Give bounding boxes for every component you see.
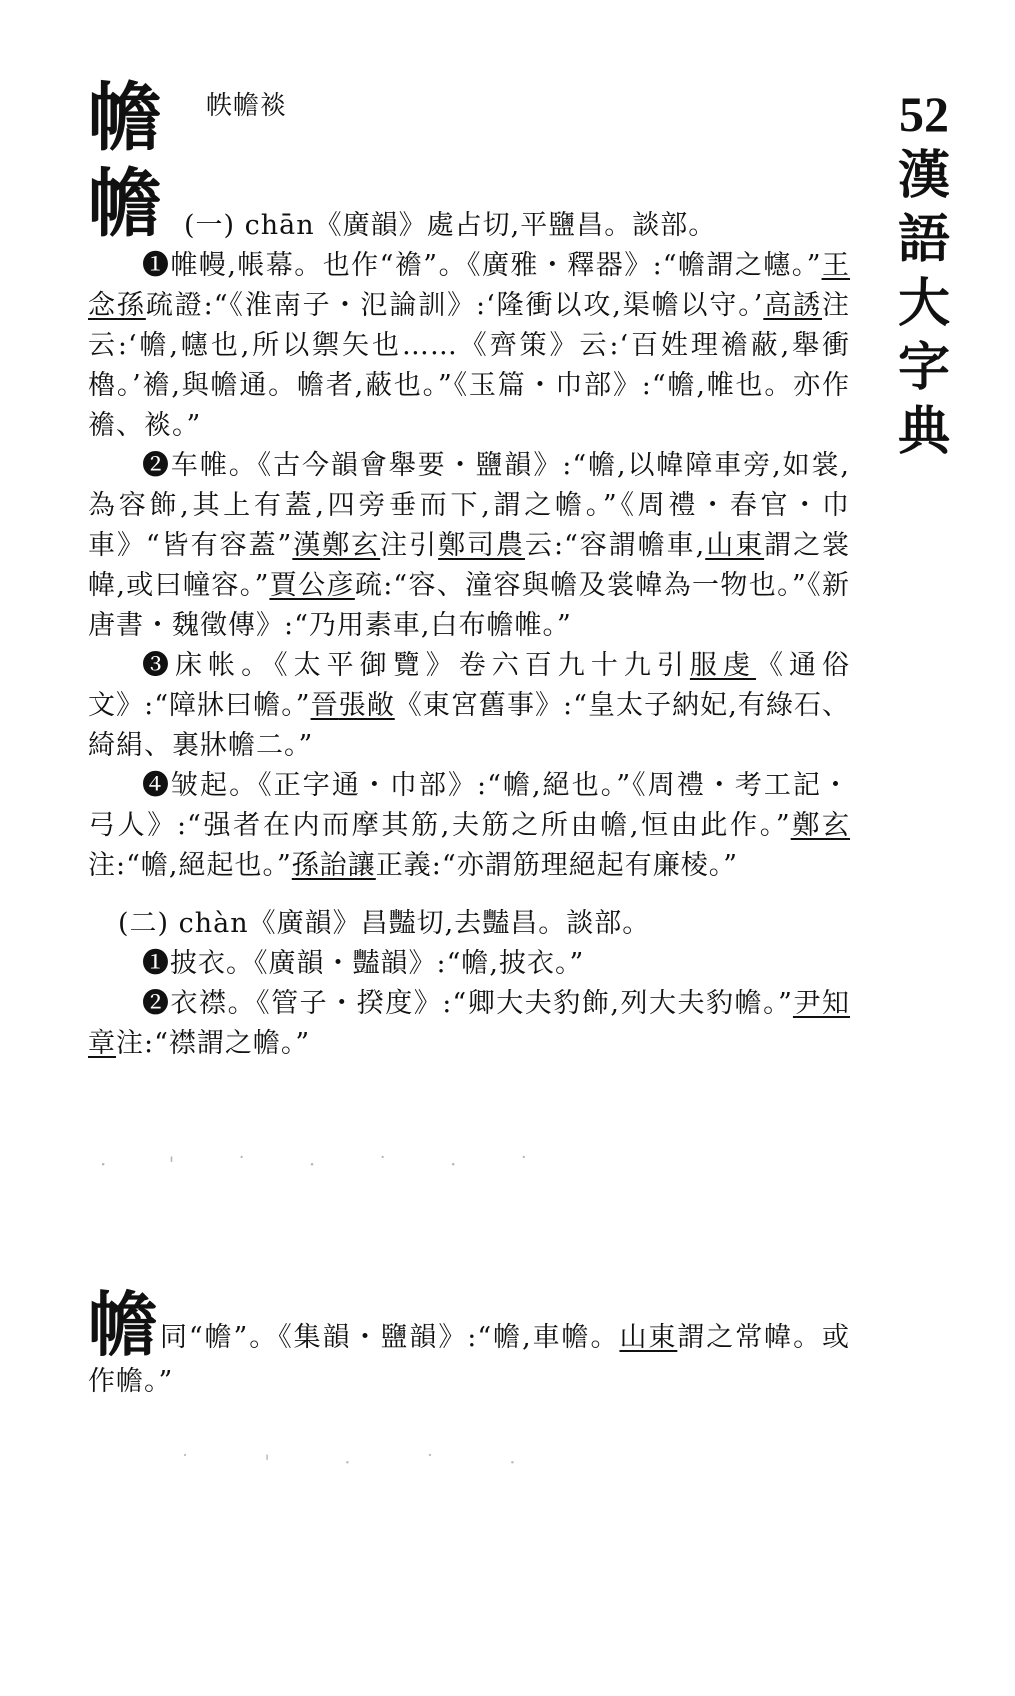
person-name: 賈公彦 bbox=[269, 570, 355, 601]
entry-second-text: 幨同“幨”。《集韻・鹽韻》:“幨,車幨。山東謂之常幃。或作幨。” bbox=[88, 1283, 851, 1397]
dynasty-name: 晉 bbox=[310, 690, 339, 721]
person-name: 鄭玄 bbox=[790, 810, 850, 841]
book-title-char: 典 bbox=[897, 401, 950, 462]
place-name: 山東 bbox=[705, 530, 765, 561]
person-name: 張敞 bbox=[338, 690, 395, 721]
headword-reading-line bbox=[88, 161, 850, 247]
scan-noise: · ' ˙ · ˙ · ˙ bbox=[100, 1152, 557, 1176]
sense-2-1: ❶披衣。《廣韻・豔韻》:“幨,披衣。” bbox=[142, 948, 585, 979]
entry-second bbox=[88, 1283, 851, 1404]
variant-forms: 帙幨裧 bbox=[206, 91, 288, 121]
reading-two: (二) chàn《廣韻》昌豔切,去豔昌。談部。 bbox=[118, 908, 651, 939]
person-name: 高誘 bbox=[763, 290, 823, 321]
person-name: 尹知章 bbox=[88, 988, 850, 1059]
person-name: 王念孫 bbox=[88, 250, 850, 321]
page-number: 52 bbox=[899, 86, 949, 142]
headword-second: 幨 bbox=[88, 1283, 159, 1366]
person-name: 服虔 bbox=[689, 650, 756, 681]
person-name: 孫詒讓 bbox=[291, 850, 376, 881]
place-name: 山東 bbox=[619, 1322, 678, 1353]
book-title-char: 字 bbox=[897, 337, 950, 398]
headword-top: 幨 bbox=[88, 75, 163, 161]
sense-2: ❷车帷。《古今韻會舉要・鹽韻》:“幨,以幃障車旁,如裳,為容飾,其上有蓋,四旁垂而下,謂之幨。”《周禮・春官・巾車》“皆有容蓋”漢鄭玄注引鄭司農云:“容謂幨車,山東謂之裳幃,或曰幢容。”賈公彦疏:“容、潼容與幨及裳幃為一物也。”《新唐書・魏徵傳》:“乃用素車,白布幨帷。” bbox=[88, 450, 851, 641]
sense-1: ❶帷幔,帳幕。也作“襜”。《廣雅・釋器》:“幨謂之幰。”王念孫疏證:“《淮南子・氾論訓》:‘隆衝以攻,渠幨以守。’高誘注云:‘幨,幰也,所以禦矢也……《齊策》云:‘百姓理襜蔽,舉衝櫓。’襜,與幨通。幨者,蔽也。”《玉篇・巾部》:“幨,帷也。亦作襜、裧。” bbox=[88, 250, 851, 441]
entry-headword-block bbox=[88, 75, 850, 166]
headword: 幨 bbox=[88, 161, 163, 247]
sense-4: ❹皱起。《正字通・巾部》:“幨,絕也。”《周禮・考工記・弓人》:“强者在内而摩其筋,夫筋之所由幨,恒由此作。”鄭玄注:“幨,絕起也。”孫詒讓正義:“亦謂筋理絕起有廉棱。” bbox=[88, 770, 850, 881]
sense-2-2: ❷衣襟。《管子・揆度》:“卿大夫豹飾,列大夫豹幨。”尹知章注:“襟謂之幨。” bbox=[88, 988, 850, 1059]
book-title-char: 語 bbox=[897, 209, 950, 270]
reading-one: (一) chān《廣韻》處占切,平鹽昌。談部。 bbox=[184, 210, 717, 241]
person-name: 鄭玄 bbox=[322, 530, 381, 561]
entry-main bbox=[88, 75, 851, 1064]
book-title-char: 大 bbox=[897, 273, 950, 334]
dynasty-name: 漢 bbox=[292, 530, 323, 561]
sense-3: ❸床帐。《太平御覽》卷六百九十九引服虔《通俗文》:“障牀曰幨。”晉張敞《東宮舊事》:“皇太子納妃,有綠石、綺絹、裏牀幨二。” bbox=[88, 650, 851, 761]
side-header bbox=[884, 84, 964, 464]
scan-noise: ˙ ' · ˙ · bbox=[180, 1450, 550, 1474]
person-name: 鄭司農 bbox=[438, 530, 525, 561]
book-title-char: 漢 bbox=[897, 145, 950, 206]
